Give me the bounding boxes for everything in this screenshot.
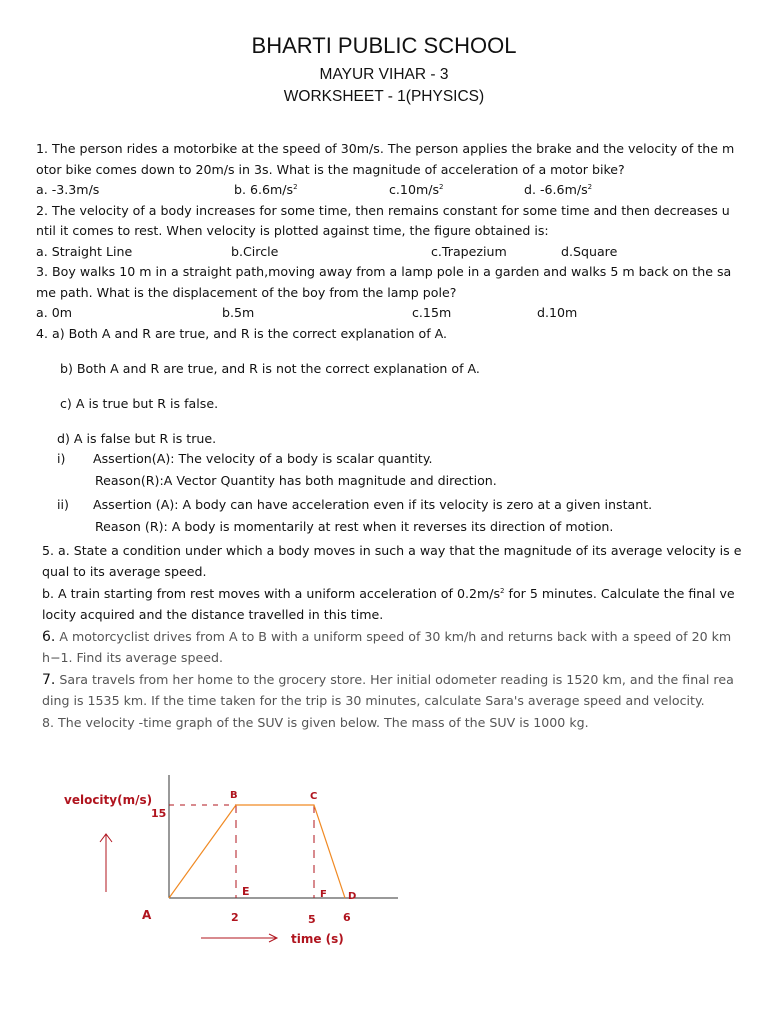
- q4-option-c: c) A is true but R is false.: [60, 396, 219, 411]
- q8-line1: 8. The velocity -time graph of the SUV is given below. The mass of the SUV is 1000 kg.: [42, 715, 589, 730]
- q5a-line1: 5. a. State a condition under which a body moves in such a way that the magnitude of its average velocity is e: [42, 543, 742, 558]
- x-tick-2: 2: [231, 911, 239, 924]
- q4-i-reason: Reason(R):A Vector Quantity has both magnitude and direction.: [95, 473, 497, 488]
- velocity-curve: [169, 805, 345, 898]
- worksheet-title: WORKSHEET - 1(PHYSICS): [283, 88, 485, 105]
- x-axis-label: time (s): [291, 932, 344, 946]
- q4-ii-reason: Reason (R): A body is momentarily at rest when it reverses its direction of motion.: [95, 519, 614, 534]
- q3-line2: me path. What is the displacement of the boy from the lamp pole?: [36, 285, 457, 300]
- q2-option-b: b.Circle: [231, 244, 279, 259]
- q6-line2: h−1. Find its average speed.: [42, 650, 223, 665]
- x-tick-5: 5: [308, 913, 316, 926]
- q6-line1: 6. A motorcyclist drives from A to B with a uniform speed of 30 km/h and returns back with a speed of 20 km: [42, 629, 732, 645]
- school-branch: MAYUR VIHAR - 3: [319, 66, 449, 83]
- q1-option-c: $c.10m/s^2$: [389, 182, 444, 197]
- y-axis-label: velocity(m/s): [64, 793, 153, 807]
- q4-ii-assertion: Assertion (A): A body can have acceleration even if its velocity is zero at a given instant.: [93, 497, 653, 512]
- q2-line2: ntil it comes to rest. When velocity is plotted against time, the figure obtained is:: [36, 223, 549, 238]
- q1-line2: otor bike comes down to 20m/s in 3s. What is the magnitude of acceleration of a motor bike?: [36, 162, 625, 177]
- q7-line2: ding is 1535 km. If the time taken for the trip is 30 minutes, calculate Sara's average speed and velocity.: [42, 693, 705, 708]
- q4-ii-number: ii): [57, 497, 69, 512]
- y-tick-15: 15: [151, 807, 167, 820]
- point-b-label: B: [230, 790, 238, 801]
- point-c-label: C: [310, 791, 318, 802]
- q2-option-c: c.Trapezium: [431, 244, 507, 259]
- point-d-label: D: [348, 891, 357, 902]
- point-e-label: E: [242, 885, 250, 898]
- q5b-line1: b. A train starting from rest moves with a uniform acceleration of $0.2m/s^2$ for 5 minutes. Calculate the final ve: [42, 586, 735, 601]
- q2-option-d: d.Square: [561, 244, 618, 259]
- q3-option-c: c.15m: [412, 305, 452, 320]
- q1-option-a: a. -3.3m/s: [36, 182, 100, 197]
- point-f-label: F: [320, 889, 327, 900]
- q1-line1: 1. The person rides a motorbike at the speed of 30m/s. The person applies the brake and the velocity of the m: [36, 141, 735, 156]
- q5b-line2: locity acquired and the distance travelled in this time.: [42, 607, 384, 622]
- q2-line1: 2. The velocity of a body increases for some time, then remains constant for some time and then decreases u: [36, 203, 730, 218]
- q2-option-a: a. Straight Line: [36, 244, 133, 259]
- q4-option-a: 4. a) Both A and R are true, and R is the correct explanation of A.: [36, 326, 448, 341]
- q5a-line2: qual to its average speed.: [42, 564, 207, 579]
- q7-line1: 7. Sara travels from her home to the grocery store. Her initial odometer reading is 1520 km, and the final rea: [42, 672, 734, 688]
- x-tick-6: 6: [343, 911, 351, 924]
- q1-option-b: b. $6.6m/s^2$: [234, 182, 298, 197]
- q4-option-d: d) A is false but R is true.: [57, 431, 217, 446]
- point-a-label: A: [142, 908, 152, 922]
- q4-i-number: i): [57, 451, 66, 466]
- q4-i-assertion: Assertion(A): The velocity of a body is scalar quantity.: [93, 451, 433, 466]
- q1-option-d: d. $-6.6m/s^2$: [524, 182, 593, 197]
- q3-line1: 3. Boy walks 10 m in a straight path,moving away from a lamp pole in a garden and walks 5 m back on the sa: [36, 264, 732, 279]
- q3-option-b: b.5m: [222, 305, 255, 320]
- school-name: BHARTI PUBLIC SCHOOL: [251, 33, 517, 58]
- q3-option-a: a. 0m: [36, 305, 73, 320]
- q4-option-b: b) Both A and R are true, and R is not the correct explanation of A.: [60, 361, 480, 376]
- q3-option-d: d.10m: [537, 305, 578, 320]
